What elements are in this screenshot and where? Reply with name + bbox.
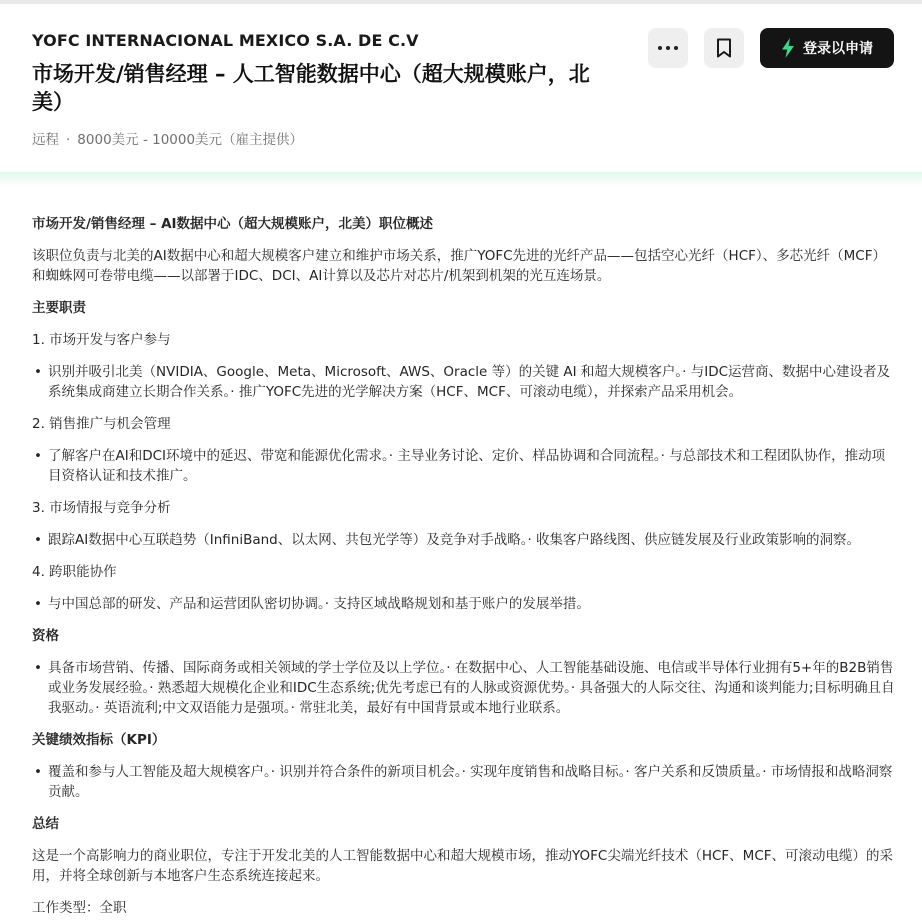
kpi-heading: 关键绩效指标（KPI） — [32, 732, 166, 748]
list-item: • 跟踪AI数据中心互联趋势（InfiniBand、以太网、共包光学等）及竞争对手战略。· 收集客户路线图、供应链发展及行业政策影响的洞察。 — [32, 530, 896, 550]
overview-text: 该职位负责与北美的AI数据中心和超大规模客户建立和维护市场关系，推广YOFC先进的光纤产品——包括空心光纤（HCF）、多芯光纤（MCF）和蜘蛛网可卷带电缆——以部署于IDC、DCI、AI计算以及芯片对芯片/机架到机架的光互连场景。 — [32, 248, 886, 284]
job-type: 工作类型：全职 — [32, 900, 127, 916]
more-options-button[interactable] — [648, 28, 688, 68]
list-item: • 具备市场营销、传播、国际商务或相关领域的学士学位及以上学位。· 在数据中心、人工智能基础设施、电信或半导体行业拥有5+年的B2B销售或业务发展经验。· 熟悉超大规模化企业和IDC生态系统;优先考虑已有的人脉或资源优势。· 具备强大的人际交往、沟通和谈判能力;目标明确且自我驱动。· 英语流利;中文双语能力是强项。· 常驻北美，最好有中国背景或本地行业联系。 — [32, 658, 896, 718]
duty-heading: 3. 市场情报与竞争分析 — [32, 500, 171, 516]
qualifications-heading: 资格 — [32, 628, 59, 644]
bookmark-icon — [716, 38, 732, 58]
job-location: 远程 — [32, 132, 59, 148]
job-meta — [32, 128, 303, 148]
duty-list — [32, 362, 896, 402]
kpi-list — [32, 762, 896, 802]
duty-list — [32, 446, 896, 486]
save-job-button[interactable] — [704, 28, 744, 68]
duty-heading: 4. 跨职能协作 — [32, 564, 117, 580]
qualifications-list — [32, 658, 896, 718]
summary-heading: 总结 — [32, 816, 59, 832]
duties-heading: 主要职责 — [32, 300, 86, 316]
list-item: • 识别并吸引北美（NVIDIA、Google、Meta、Microsoft、AWS、Oracle 等）的关键 AI 和超大规模客户。· 与IDC运营商、数据中心建设者及系统集成商建立长期合作关系。· 推广YOFC先进的光学解决方案（HCF、MCF、可滚动电缆），并探索产品采用机会。 — [32, 362, 896, 402]
meta-separator: · — [66, 132, 71, 148]
header-divider — [0, 172, 922, 186]
job-description — [32, 214, 896, 924]
login-to-apply-button[interactable] — [760, 28, 894, 68]
summary-text: 这是一个高影响力的商业职位，专注于开发北美的人工智能数据中心和超大规模市场，推动YOFC尖端光纤技术（HCF、MCF、可滚动电缆）的采用，并将全球创新与本地客户生态系统连接起来。 — [32, 848, 894, 884]
duty-list — [32, 594, 896, 614]
company-name[interactable]: YOFC INTERNACIONAL MEXICO S.A. DE C.V — [32, 31, 419, 50]
job-header — [0, 4, 922, 172]
duty-heading: 1. 市场开发与客户参与 — [32, 332, 171, 348]
overview-heading: 市场开发/销售经理 – AI数据中心（超大规模账户，北美）职位概述 — [32, 216, 434, 232]
list-item: • 与中国总部的研发、产品和运营团队密切协调。· 支持区域战略规划和基于账户的发展举措。 — [32, 594, 896, 614]
more-dots-icon — [658, 46, 678, 50]
list-item: • 了解客户在AI和DCI环境中的延迟、带宽和能源优化需求。· 主导业务讨论、定价、样品协调和合同流程。· 与总部技术和工程团队协作，推动项目资格认证和技术推广。 — [32, 446, 896, 486]
duty-heading: 2. 销售推广与机会管理 — [32, 416, 171, 432]
duty-list — [32, 530, 896, 550]
job-title: 市场开发/销售经理 – 人工智能数据中心（超大规模账户，北美） — [32, 62, 590, 114]
job-salary: 8000美元 - 10000美元（雇主提供） — [77, 132, 304, 148]
lightning-icon — [781, 38, 795, 58]
list-item: • 覆盖和参与人工智能及超大规模客户。· 识别并符合条件的新项目机会。· 实现年度销售和战略目标。· 客户关系和反馈质量。· 市场情报和战略洞察贡献。 — [32, 762, 896, 802]
apply-button-label: 登录以申请 — [803, 41, 873, 57]
